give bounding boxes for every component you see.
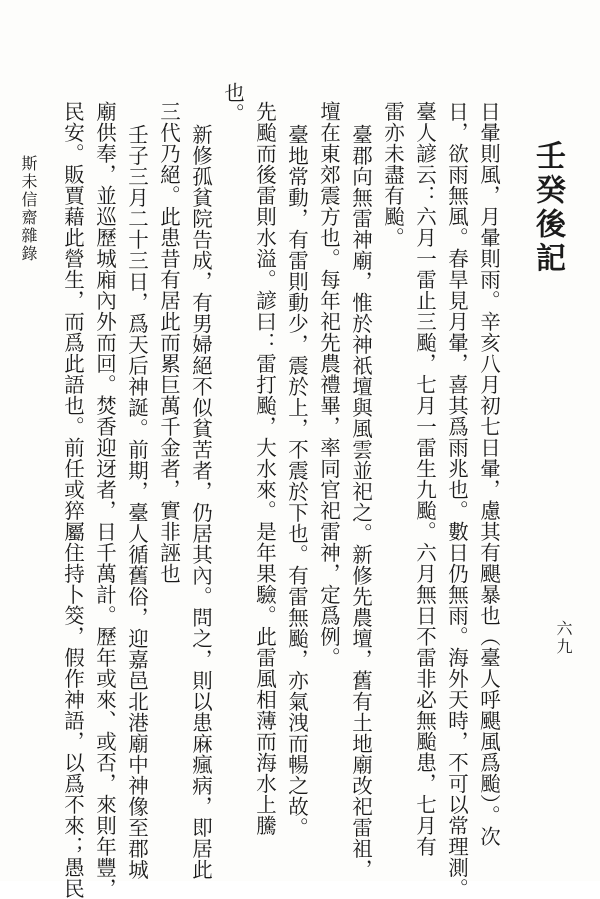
text-column-6: 壇在東郊震方也。每年祀先農禮畢，率同官祀雷神，定爲例。 (316, 101, 341, 668)
text-column-11: 三代乃絕。此患昔有居此而累巨萬千金者，實非誣也 (156, 101, 181, 584)
page-number: 六九 (554, 620, 573, 656)
text-column-3: 臺人諺云：六月一雷止三颱，七月一雷生九颱。六月無日不雷非必無颱患，七月有 (412, 101, 437, 857)
running-head: 斯未信齋雜錄 (19, 155, 38, 263)
text-column-8: 先颱而後雷則水溢。諺曰：雷打颱，大水來。是年果驗。此雷風相薄而海水上騰 (252, 101, 277, 836)
text-column-13: 廟供奉，並巡歷城廂內外而回。焚香迎迓者，日千萬計。歷年或來、或否，來則年豐， (92, 101, 117, 899)
text-column-9: 也。 (220, 82, 245, 124)
section-title: 壬癸後記 (530, 140, 565, 276)
text-column-10: 新修孤貧院告成，有男婦絕不似貧苦者，仍居其內。問之，則以患麻瘋病，即居此 (188, 124, 213, 880)
text-column-14: 民安。販賈藉此營生，而爲此語也。前任或猝屬住持卜筊，假作神語，以爲不來；愚民 (60, 101, 85, 899)
text-column-4: 雷亦未盡有颱。 (380, 101, 405, 248)
text-column-2: 日，欲雨無風。春旱見月暈，喜其爲雨兆也。數日仍無雨。海外天時，不可以常理測。 (444, 101, 469, 899)
text-column-7: 臺地常動，有雷則動少，震於上，不震於下也。有雷無颱，亦氣洩而暢之故。 (284, 124, 309, 838)
text-column-5: 臺郡向無雷神廟，惟於神祇壇與風雲並祀之。新修先農壇，舊有土地廟改祀雷祖， (348, 124, 373, 880)
text-column-12: 壬子三月二十三日，爲天后神誕。前期，臺人循舊俗，迎嘉邑北港廟中神像至郡城 (124, 124, 149, 880)
text-column-1: 日暈則風，月暈則雨。辛亥八月初七日暈，慮其有颶暴也（臺人呼颶風爲颱）。次 (476, 101, 501, 847)
